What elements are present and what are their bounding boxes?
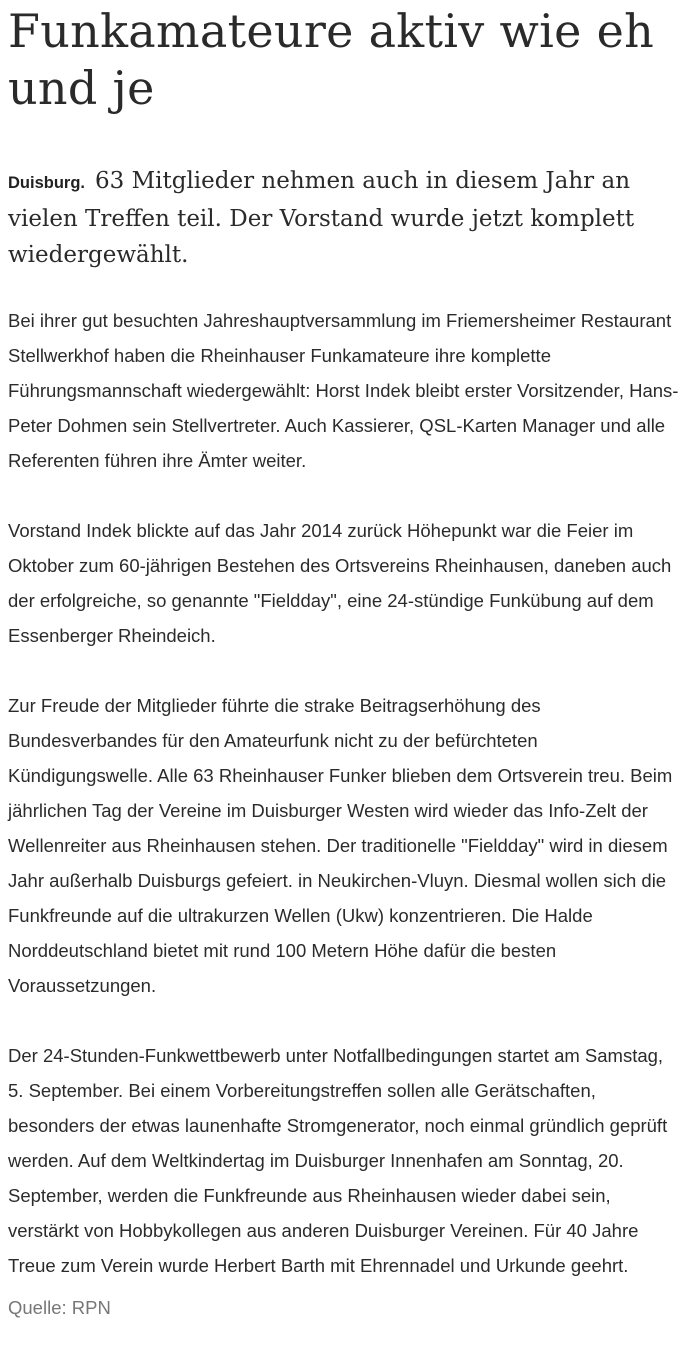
source-credit: Quelle: RPN — [8, 1297, 111, 1318]
article-paragraph-1: Bei ihrer gut besuchten Jahreshauptversammlung im Friemersheimer Restaurant Stellwerkhof haben die Rheinhauser Funkamateure ihre komplette Führungsmannschaft wiedergewählt: Horst Indek bleibt erster Vorsitzender, Hans-Peter Dohmen sein Stellvertreter. Auch Kassierer, QSL-Karten Manager und alle Referenten führen ihre Ämter weiter. — [8, 310, 679, 471]
article-paragraph-4: Der 24-Stunden-Funkwettbewerb unter Notfallbedingungen startet am Samstag, 5. September. Bei einem Vorbereitungstreffen sollen alle Gerätschaften, besonders der etwas launenhafte Stromgenerator, noch einmal gründlich geprüft werden. Auf dem Weltkindertag im Duisburger Innenhafen am Sonntag, 20. September, werden die Funkfreunde aus Rheinhausen wieder dabei sein, verstärkt von Hobbykollegen aus anderen Duisburger Vereinen. Für 40 Jahre Treue zum Verein wurde Herbert Barth mit Ehrennadel und Urkunde geehrt. — [8, 1045, 668, 1276]
dateline: Duisburg. — [8, 174, 85, 192]
article — [8, 0, 680, 1325]
article-title: Funkamateure aktiv wie eh und je — [8, 4, 655, 115]
lead-text: 63 Mitglieder nehmen auch in diesem Jahr an vielen Treffen teil. Der Vorstand wurde jetzt komplett wiedergewählt. — [8, 168, 635, 268]
article-paragraph-3: Zur Freude der Mitglieder führte die strake Beitragserhöhung des Bundesverbandes für den Amateurfunk nicht zu der befürchteten Kündigungswelle. Alle 63 Rheinhauser Funker blieben dem Ortsverein treu. Beim jährlichen Tag der Vereine im Duisburger Westen wird wieder das Info-Zelt der Wellenreiter aus Rheinhausen stehen. Der traditionelle "Fieldday" wird in diesem Jahr außerhalb Duisburgs gefeiert. in Neukirchen-Vluyn. Diesmal wollen sich die Funkfreunde auf die ultrakurzen Wellen (Ukw) konzentrieren. Die Halde Norddeutschland bietet mit rund 100 Metern Höhe dafür die besten Voraussetzungen. — [8, 695, 673, 996]
article-lead — [8, 163, 680, 273]
article-paragraph-2: Vorstand Indek blickte auf das Jahr 2014 zurück Höhepunkt war die Feier im Oktober zum 60-jährigen Bestehen des Ortsvereins Rheinhausen, daneben auch der erfolgreiche, so genannte "Fieldday", eine 24-stündige Funkübung auf dem Essenberger Rheindeich. — [8, 520, 672, 646]
